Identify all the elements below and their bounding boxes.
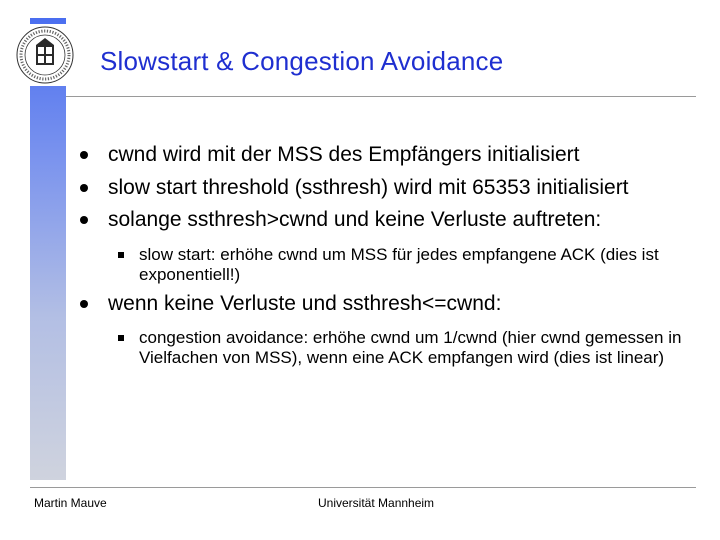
- bullet-dot: [80, 300, 88, 308]
- bullet-text: wenn keine Verluste und ssthresh<=cwnd:: [108, 292, 502, 315]
- slide-title: Slowstart & Congestion Avoidance: [100, 46, 504, 76]
- subbullet-text: slow start: erhöhe cwnd um MSS für jedes empfangene ACK (dies ist exponentiell!): [139, 245, 659, 284]
- university-seal-icon: [14, 24, 76, 86]
- bullet-dot: [80, 151, 88, 159]
- subbullet-square: [118, 335, 124, 341]
- bullet-text: solange ssthresh>cwnd und keine Verluste auftreten:: [108, 208, 602, 231]
- bullet-dot: [80, 184, 88, 192]
- bullet-dot: [80, 216, 88, 224]
- subbullet-square: [118, 252, 124, 258]
- bullet-text: slow start threshold (ssthresh) wird mit 65353 initialisiert: [108, 176, 629, 199]
- sidebar-gradient-bar: [30, 18, 66, 480]
- footer-divider: [30, 487, 696, 488]
- footer-institution: Universität Mannheim: [318, 496, 435, 510]
- subbullet-text: congestion avoidance: erhöhe cwnd um 1/cwnd (hier cwnd gemessen in Vielfachen von MSS), wenn eine ACK empfangen wird (dies ist linear): [139, 328, 682, 367]
- title-divider: [66, 96, 696, 97]
- footer-author: Martin Mauve: [34, 496, 107, 510]
- bullet-text: cwnd wird mit der MSS des Empfängers initialisiert: [108, 143, 580, 166]
